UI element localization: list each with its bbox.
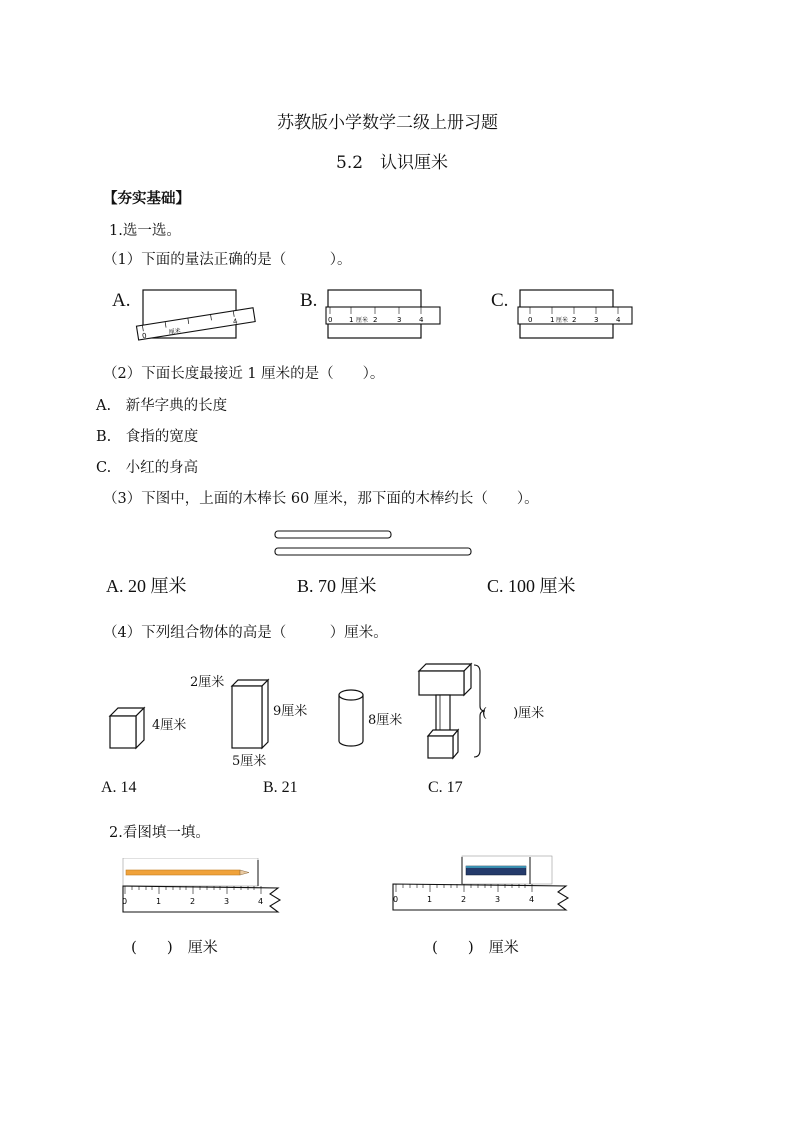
q1-p2-text: （2）下面长度最接近 1 厘米的是（ ）。 xyxy=(103,366,385,382)
ruler-c-tick-3: 3 xyxy=(594,316,599,324)
ruler-a-zero: 0 xyxy=(141,331,148,341)
q1-p4-cube-label: 4厘米 xyxy=(152,718,187,733)
q1-p4-text: （4）下列组合物体的高是（ ）厘米。 xyxy=(103,625,388,641)
section-label: 【夯实基础】 xyxy=(103,190,190,207)
q1-p2-option-b: B. 食指的宽度 xyxy=(96,429,199,445)
q2-ruler2-tick-0: 0 xyxy=(393,895,399,904)
q1-p3-option-b: B. 70 厘米 xyxy=(297,576,377,596)
ruler-c-tick-2: 2 xyxy=(572,316,577,324)
q1-p4-option-b: B. 21 xyxy=(263,779,298,796)
ruler-b-tick-4: 4 xyxy=(419,316,424,324)
q2-ruler2-tick-3: 3 xyxy=(495,895,501,904)
ruler-b-tick-3: 3 xyxy=(397,316,402,324)
q2-ruler1-tick-3: 3 xyxy=(224,897,230,906)
q1-p2-option-a: A. 新华字典的长度 xyxy=(96,398,228,414)
q1-p1-option-b: B. xyxy=(300,290,318,311)
q1-p1-figure-c xyxy=(512,285,637,343)
q2-ruler1-tick-1: 1 xyxy=(156,897,162,906)
page-title: 苏教版小学数学二级上册习题 xyxy=(277,113,498,133)
q1-p4-prism-bottom-label: 5厘米 xyxy=(232,754,267,769)
q1-p3-text: （3）下图中，上面的木棒长 60 厘米，那下面的木棒约长（ ）。 xyxy=(103,491,539,507)
ruler-a-four: 4 xyxy=(232,317,239,326)
q2-figure-pencil xyxy=(118,858,290,918)
q1-p1-text: （1）下面的量法正确的是（ ）。 xyxy=(103,252,352,268)
ruler-b-tick-2: 2 xyxy=(373,316,378,324)
ruler-c-unit: 厘米 xyxy=(556,317,569,324)
q1-p4-option-c: C. 17 xyxy=(428,779,463,796)
ruler-b-tick-1: 1 xyxy=(349,316,354,324)
q1-p1-option-a: A. xyxy=(112,290,131,311)
q1-p1-figure-a xyxy=(135,285,265,343)
q1-p4-cube xyxy=(108,704,150,750)
q1-p4-combo-label: ( )厘米 xyxy=(482,706,545,721)
q1-p3-option-c: C. 100 厘米 xyxy=(487,576,576,596)
q1-p4-prism-top-label: 2厘米 xyxy=(190,675,225,690)
q2-answer-2[interactable]: ( ) 厘米 xyxy=(432,938,519,956)
q2-ruler2-tick-2: 2 xyxy=(461,895,467,904)
q1-p1-figure-b xyxy=(320,285,445,343)
q1-heading: 1.选一选。 xyxy=(109,223,181,239)
q1-p2-option-c: C. 小红的身高 xyxy=(96,460,199,476)
q2-heading: 2.看图填一填。 xyxy=(109,825,210,841)
q2-ruler1-tick-0: 0 xyxy=(122,897,128,906)
stick-lower xyxy=(275,548,471,555)
ruler-c-tick-0: 0 xyxy=(528,316,533,324)
q2-answer-1[interactable]: ( ) 厘米 xyxy=(131,938,218,956)
q2-ruler2-tick-1: 1 xyxy=(427,895,433,904)
q1-p4-cylinder-label: 8厘米 xyxy=(368,713,403,728)
ruler-c-tick-1: 1 xyxy=(550,316,555,324)
q1-p4-prism-side-label: 9厘米 xyxy=(273,704,308,719)
q1-p3-sticks xyxy=(270,528,480,562)
q1-p1-option-c: C. xyxy=(491,290,509,311)
q1-p4-cylinder xyxy=(336,688,366,750)
ruler-b-unit: 厘米 xyxy=(356,317,369,324)
stick-upper xyxy=(275,531,391,538)
q1-p3-option-a: A. 20 厘米 xyxy=(106,576,187,596)
q1-p4-prism xyxy=(228,676,274,752)
ruler-b-tick-0: 0 xyxy=(328,316,333,324)
page-subtitle: 5.2 认识厘米 xyxy=(336,153,449,173)
q2-ruler1-tick-2: 2 xyxy=(190,897,196,906)
q2-ruler2-tick-4: 4 xyxy=(529,895,535,904)
ruler-a-unit: 厘米 xyxy=(168,327,182,337)
q1-p4-option-a: A. 14 xyxy=(101,779,137,796)
q1-p4-combo xyxy=(416,660,486,760)
q2-ruler1-tick-4: 4 xyxy=(258,897,264,906)
q2-figure-crayon xyxy=(390,854,576,916)
pencil xyxy=(126,870,240,875)
ruler-c-tick-4: 4 xyxy=(616,316,621,324)
